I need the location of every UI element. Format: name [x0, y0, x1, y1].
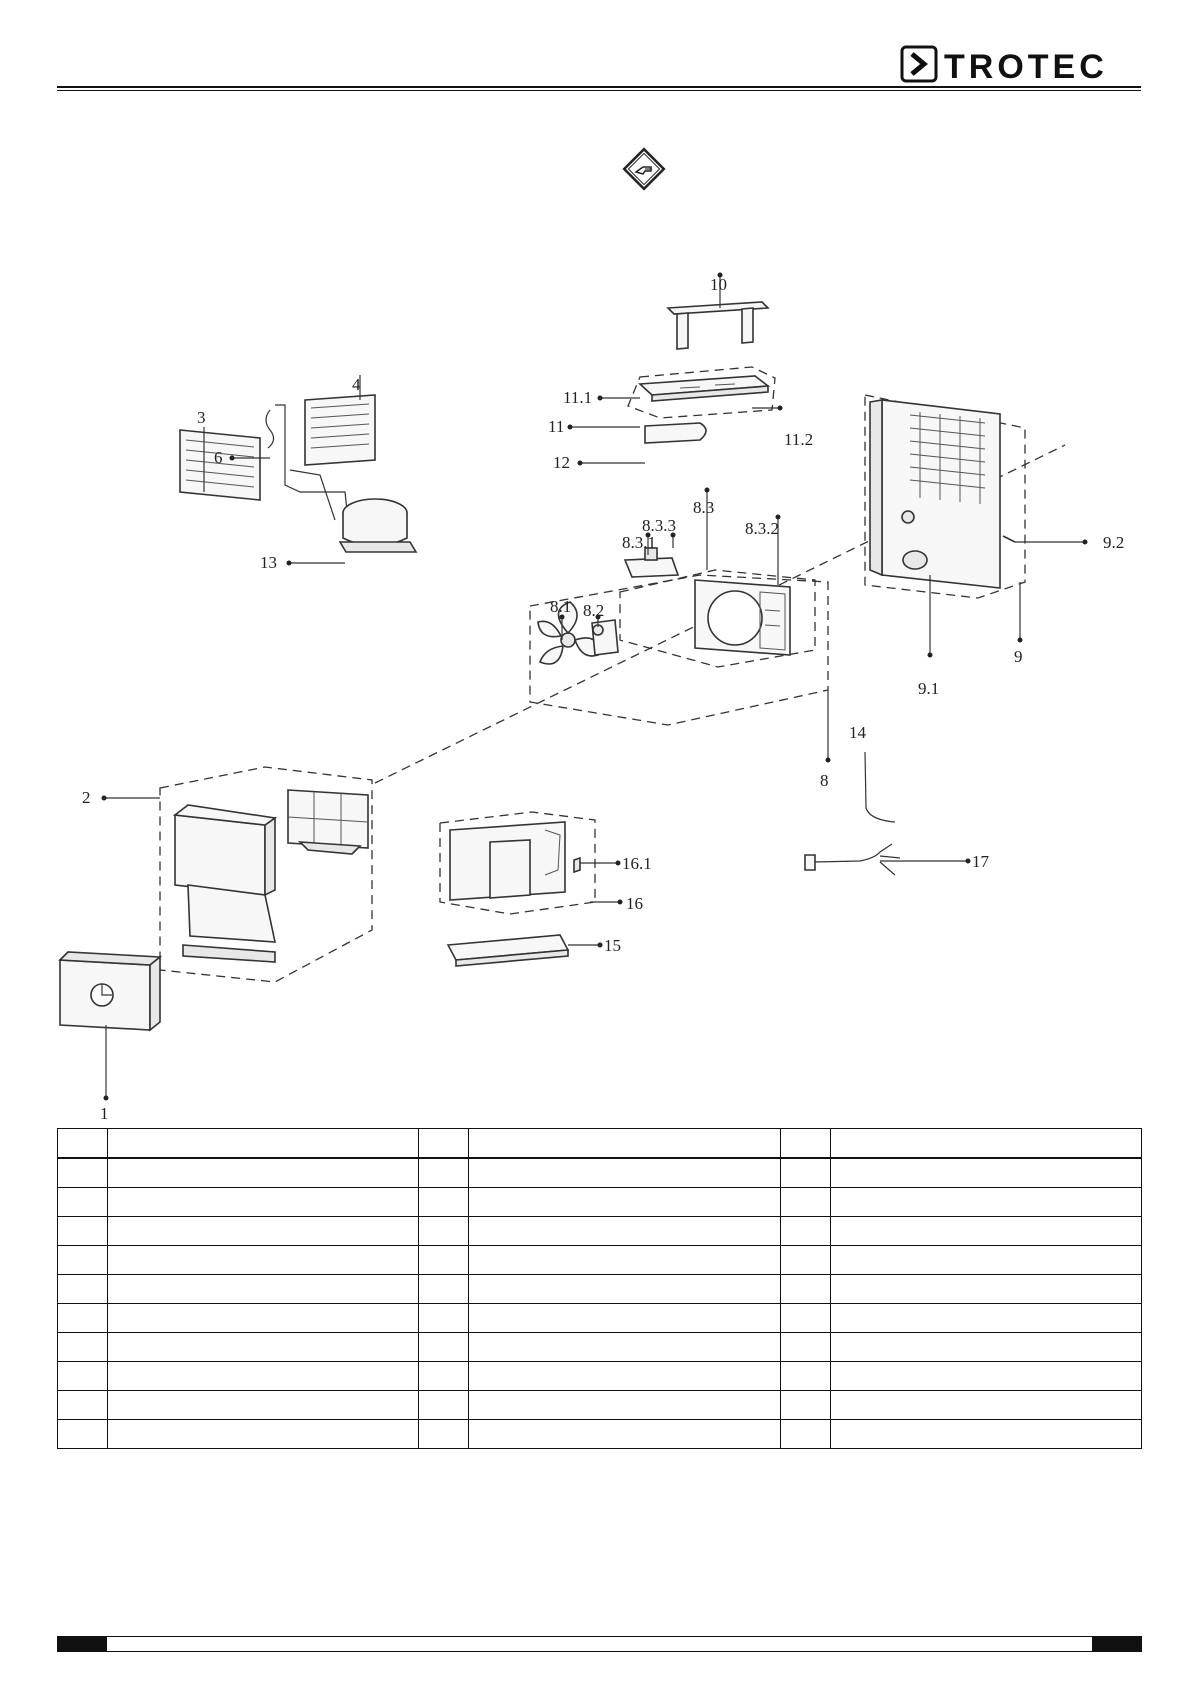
table-cell: [108, 1333, 419, 1362]
front-housing: [175, 805, 275, 962]
footer-page-tab-right: [1092, 1636, 1142, 1652]
table-cell: [419, 1391, 469, 1420]
table-cell: [58, 1333, 108, 1362]
trotec-logo: [900, 44, 1142, 84]
table-cell: [780, 1158, 830, 1188]
table-cell: [830, 1391, 1141, 1420]
callout-4: 4: [352, 375, 361, 394]
table-cell: [58, 1217, 108, 1246]
callout-10: 10: [710, 275, 727, 294]
screw-9-2: [1003, 536, 1015, 542]
callout-labels: [82, 275, 1124, 1120]
table-cell: [780, 1275, 830, 1304]
table-cell: [469, 1391, 780, 1420]
table-row: [58, 1246, 1142, 1275]
table-cell: [469, 1420, 780, 1449]
table-cell: [830, 1362, 1141, 1391]
table-header-row: [58, 1129, 1142, 1159]
table-cell: [780, 1304, 830, 1333]
table-cell: [469, 1129, 780, 1159]
table-row: [58, 1362, 1142, 1391]
table-cell: [780, 1391, 830, 1420]
table-cell: [469, 1158, 780, 1188]
table-cell: [780, 1420, 830, 1449]
header-rule-thin: [57, 90, 1141, 91]
callout-11: 11: [548, 417, 565, 436]
table-cell: [108, 1304, 419, 1333]
table-cell: [469, 1188, 780, 1217]
float-switch: [574, 858, 580, 872]
header-rule: [57, 86, 1141, 88]
table-cell: [830, 1188, 1141, 1217]
table-cell: [58, 1304, 108, 1333]
table-cell: [419, 1246, 469, 1275]
table-cell: [419, 1217, 469, 1246]
table-cell: [108, 1217, 419, 1246]
callout-11-2: 11.2: [784, 430, 814, 449]
exploded-view-diagram: [0, 230, 1191, 1120]
control-panel: [640, 376, 768, 401]
table-row: [58, 1420, 1142, 1449]
fan-motor: [592, 620, 618, 655]
condenser-coil: [305, 395, 375, 465]
table-row: [58, 1275, 1142, 1304]
table-cell: [469, 1362, 780, 1391]
callout-14: 14: [849, 723, 866, 742]
table-cell: [780, 1129, 830, 1159]
table-cell: [58, 1391, 108, 1420]
table-cell: [419, 1420, 469, 1449]
callout-2: 2: [82, 788, 91, 807]
callout-8-3-1: 8.3.1: [622, 533, 656, 552]
table-cell: [108, 1188, 419, 1217]
table-cell: [58, 1129, 108, 1159]
table-cell: [419, 1129, 469, 1159]
callout-8-3-2: 8.3.2: [745, 519, 779, 538]
fan-housing: [695, 580, 790, 655]
table-cell: [108, 1158, 419, 1188]
table-cell: [830, 1129, 1141, 1159]
drain-hose: [865, 752, 895, 822]
base-plate: [448, 935, 568, 966]
footer-page-tab-left: [57, 1636, 107, 1652]
callout-9: 9: [1014, 647, 1023, 666]
table-row: [58, 1217, 1142, 1246]
table-cell: [830, 1158, 1141, 1188]
table-cell: [58, 1275, 108, 1304]
callout-8-2: 8.2: [583, 601, 605, 620]
callout-8-1: 8.1: [550, 597, 572, 616]
table-cell: [830, 1333, 1141, 1362]
table-row: [58, 1333, 1142, 1362]
callout-1: 1: [100, 1104, 109, 1120]
callout-leaders: [102, 273, 1088, 1101]
footer-bar: [57, 1636, 1142, 1652]
table-cell: [419, 1362, 469, 1391]
table-cell: [108, 1420, 419, 1449]
parts-table: [57, 1128, 1142, 1449]
table-cell: [58, 1188, 108, 1217]
table-cell: [780, 1246, 830, 1275]
callout-9-1: 9.1: [918, 679, 940, 698]
callout-12: 12: [553, 453, 570, 472]
callout-11-1: 11.1: [563, 388, 593, 407]
table-cell: [830, 1217, 1141, 1246]
table-cell: [469, 1246, 780, 1275]
base-frame: [450, 822, 565, 900]
callout-8: 8: [820, 771, 829, 790]
display-cover: [645, 423, 706, 443]
table-cell: [58, 1420, 108, 1449]
table-cell: [830, 1304, 1141, 1333]
table-row: [58, 1158, 1142, 1188]
power-cord: [805, 844, 900, 875]
table-cell: [830, 1420, 1141, 1449]
table-cell: [58, 1246, 108, 1275]
table-row: [58, 1391, 1142, 1420]
callout-8-3-3: 8.3.3: [642, 516, 676, 535]
compressor: [340, 499, 416, 552]
pcb-board: [625, 548, 678, 577]
table-cell: [58, 1362, 108, 1391]
table-cell: [108, 1391, 419, 1420]
callout-16: 16: [626, 894, 643, 913]
callout-15: 15: [604, 936, 621, 955]
callout-3: 3: [197, 408, 206, 427]
table-cell: [469, 1217, 780, 1246]
water-tank-cover: [60, 952, 160, 1030]
table-cell: [419, 1304, 469, 1333]
table-cell: [780, 1362, 830, 1391]
table-cell: [469, 1333, 780, 1362]
rear-housing: [870, 400, 1000, 588]
table-row: [58, 1304, 1142, 1333]
hand-pointing-icon: [621, 146, 667, 192]
table-cell: [469, 1275, 780, 1304]
table-cell: [108, 1275, 419, 1304]
table-cell: [108, 1129, 419, 1159]
carry-handle: [668, 302, 768, 349]
callout-17: 17: [972, 852, 989, 871]
table-row: [58, 1188, 1142, 1217]
table-cell: [780, 1333, 830, 1362]
callout-9-2: 9.2: [1103, 533, 1125, 552]
table-cell: [108, 1362, 419, 1391]
table-cell: [419, 1333, 469, 1362]
table-cell: [780, 1217, 830, 1246]
table-cell: [419, 1158, 469, 1188]
table-cell: [419, 1188, 469, 1217]
callout-6: 6: [214, 448, 223, 467]
table-cell: [108, 1246, 419, 1275]
table-cell: [58, 1158, 108, 1188]
table-cell: [780, 1188, 830, 1217]
callout-8-3: 8.3: [693, 498, 715, 517]
callout-13: 13: [260, 553, 277, 572]
table-cell: [830, 1246, 1141, 1275]
table-cell: [830, 1275, 1141, 1304]
table-cell: [419, 1275, 469, 1304]
table-cell: [469, 1304, 780, 1333]
brand-text: TROTEC: [944, 48, 1108, 84]
filter-frame: [288, 790, 368, 854]
callout-16-1: 16.1: [622, 854, 652, 873]
